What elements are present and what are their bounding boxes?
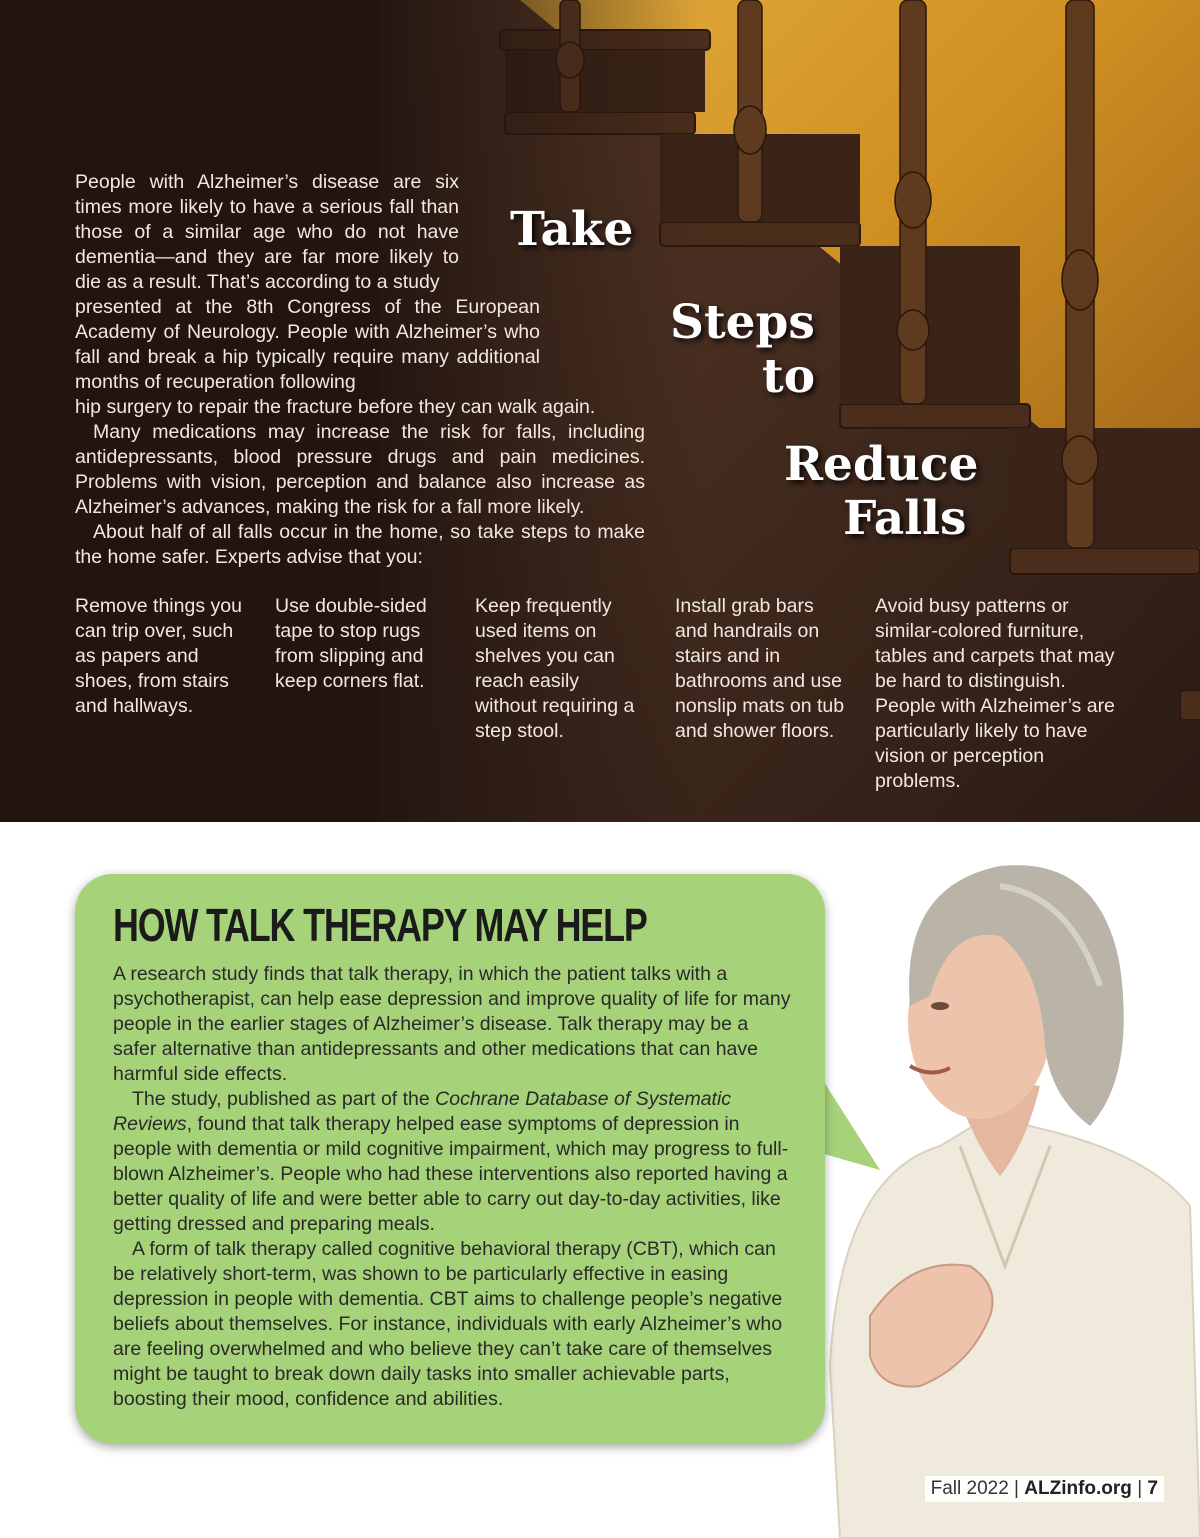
tip-item: Remove things you can trip over, such as papers and shoes, from stairs and hallways.	[75, 595, 242, 717]
woman-photo	[800, 846, 1200, 1538]
therapy-p2-rest: , found that talk therapy helped ease symptoms of depression in people with dementia or mild cognitive impairment, which may progress to full-blown Alzheimer’s. People who had these interventions also reported having a better quality of life and were better able to carry out day-to-day activities, like getting dressed and preparing meals.	[113, 1113, 789, 1235]
falls-intro	[75, 170, 645, 570]
therapy-paragraph-2	[113, 1087, 793, 1237]
tip-item: Avoid busy patterns or similar-colored furniture, tables and carpets that may be hard to distinguish. People with Alzheimer’s are particularly likely to have vision or perception problems.	[875, 595, 1115, 792]
title-word-take: Take	[510, 202, 634, 257]
therapy-p2-start: The study, published as part of the	[132, 1088, 436, 1110]
cochrane-title: Cochrane Database of Systematic Reviews	[113, 1088, 732, 1135]
title-word-steps: Steps	[670, 295, 815, 350]
tip-item: Install grab bars and handrails on stairs and in bathrooms and use nonslip mats on tub and shower floors.	[675, 595, 845, 742]
title-word-reduce: Reduce	[784, 437, 979, 492]
talk-therapy-heading: HOW TALK THERAPY MAY HELP	[113, 899, 647, 951]
therapy-paragraph-3: A form of talk therapy called cognitive behavioral therapy (CBT), which can be relatively short-term, was shown to be particularly effective in easing depression in people with dementia. CBT aims to challenge people’s negative beliefs about themselves. For instance, individuals with early Alzheimer’s who are feeling overwhelmed and who believe they can’t take care of themselves might be taught to break down daily tasks into smaller achievable parts, boosting their mood, confidence and abilities.	[113, 1238, 783, 1410]
therapy-paragraph-1: A research study finds that talk therapy, in which the patient talks with a psychotherapist, can help ease depression and improve quality of life for many people in the earlier stages of Alzheimer’s disease. Talk therapy may be a safer alternative than antidepressants and other medications that can have harmful side effects.	[113, 963, 791, 1085]
tip-item: Keep frequently used items on shelves you can reach easily without requiring a step stool.	[475, 595, 635, 742]
talk-therapy-body	[113, 962, 793, 1412]
intro-paragraph-2: Many medications may increase the risk for falls, including antidepressants, blood pressure drugs and pain medicines. Problems with vision, perception and balance also increase as Alzheimer’s advances, making the risk for a fall more likely.	[75, 421, 645, 518]
intro-text-c: hip surgery to repair the fracture before they can walk again.	[75, 396, 596, 418]
intro-paragraph-1	[75, 170, 645, 420]
page-footer: Fall 2022 | ALZinfo.org | 7	[925, 1476, 1164, 1502]
intro-paragraph-3: About half of all falls occur in the home, so take steps to make the home safer. Experts advise that you:	[75, 521, 645, 568]
intro-text-a: People with Alzheimer’s disease are six times more likely to have a serious fall than those of a similar age who do not have dementia—and they are far more likely to die as a result. That’s according to a study	[75, 171, 459, 293]
site-link[interactable]: ALZinfo.org	[1024, 1478, 1132, 1499]
talk-therapy-box	[75, 874, 825, 1444]
page-number: 7	[1147, 1478, 1158, 1499]
intro-text-b: presented at the 8th Congress of the European Academy of Neurology. People with Alzheimer’s who fall and break a hip typically require many additional months of recuperation following	[75, 296, 540, 393]
title-word-falls: Falls	[843, 491, 967, 546]
title-word-to: to	[762, 349, 816, 404]
issue-label: Fall 2022	[930, 1478, 1009, 1499]
tip-item: Use double-sided tape to stop rugs from slipping and keep corners flat.	[275, 595, 427, 692]
